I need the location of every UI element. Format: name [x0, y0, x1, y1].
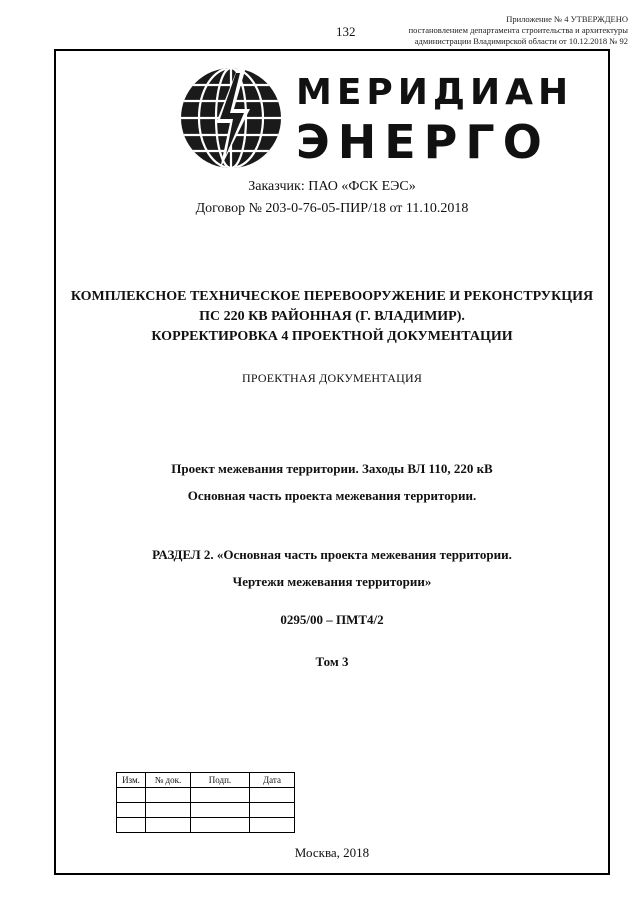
project-title [56, 287, 608, 347]
stamp-row [117, 788, 295, 803]
stamp-cell [191, 803, 250, 818]
stamp-cell [117, 818, 146, 833]
contract-line: Договор № 203-0-76-05-ПИР/18 от 11.10.2018 [195, 201, 469, 216]
stamp-cell [146, 818, 191, 833]
approval-note [409, 14, 628, 47]
stamp-cell [117, 803, 146, 818]
subject-block [56, 455, 608, 509]
title-page-frame [54, 49, 610, 875]
stamp-cell [250, 818, 295, 833]
subject-line: Проект межевания территории. Заходы ВЛ 110, 220 кВ [171, 461, 493, 476]
approval-line: администрации Владимирской области от 10.12.2018 № 92 [414, 36, 628, 46]
logo-line-2: ЭНЕРГО [296, 115, 550, 169]
section-line: РАЗДЕЛ 2. «Основная часть проекта межевания территории. [152, 547, 512, 562]
stamp-row [117, 803, 295, 818]
stamp-cell [146, 788, 191, 803]
project-title-line: ПС 220 КВ РАЙОННАЯ (Г. ВЛАДИМИР). [199, 309, 465, 324]
document-code: 0295/00 – ПМТ4/2 [280, 612, 384, 627]
section-block [56, 541, 608, 595]
stamp-header-cell: № док. [146, 773, 191, 788]
globe-lightning-icon [176, 63, 286, 173]
customer-line: Заказчик: ПАО «ФСК ЕЭС» [248, 179, 416, 194]
stamp-row [117, 818, 295, 833]
approval-line: Приложение № 4 УТВЕРЖДЕНО [506, 14, 628, 24]
stamp-cell [250, 788, 295, 803]
stamp-header-cell: Изм. [117, 773, 146, 788]
stamp-cell [117, 788, 146, 803]
stamp-cell [191, 788, 250, 803]
volume-number: Том 3 [315, 654, 349, 669]
city-year: Москва, 2018 [294, 845, 370, 860]
stamp-cell [250, 803, 295, 818]
approval-line: постановлением департамента строительства и архитектуры [408, 25, 628, 35]
page-number: 132 [336, 24, 356, 39]
stamp-cell [191, 818, 250, 833]
revision-stamp-table [116, 772, 295, 833]
company-logo [176, 63, 574, 173]
section-line: Чертежи межевания территории» [232, 574, 432, 589]
stamp-header-cell: Подп. [191, 773, 250, 788]
project-title-line: КОРРЕКТИРОВКА 4 ПРОЕКТНОЙ ДОКУМЕНТАЦИИ [151, 329, 513, 344]
subject-line: Основная часть проекта межевания территории. [187, 488, 477, 503]
stamp-header-cell: Дата [250, 773, 295, 788]
logo-wordmark [296, 71, 573, 169]
stamp-cell [146, 803, 191, 818]
document-type: ПРОЕКТНАЯ ДОКУМЕНТАЦИЯ [241, 371, 423, 385]
logo-line-1: МЕРИДИАН [296, 72, 574, 113]
project-title-line: КОМПЛЕКСНОЕ ТЕХНИЧЕСКОЕ ПЕРЕВООРУЖЕНИЕ И РЕКОНСТРУКЦИЯ [70, 289, 594, 304]
stamp-header-row [117, 773, 295, 788]
